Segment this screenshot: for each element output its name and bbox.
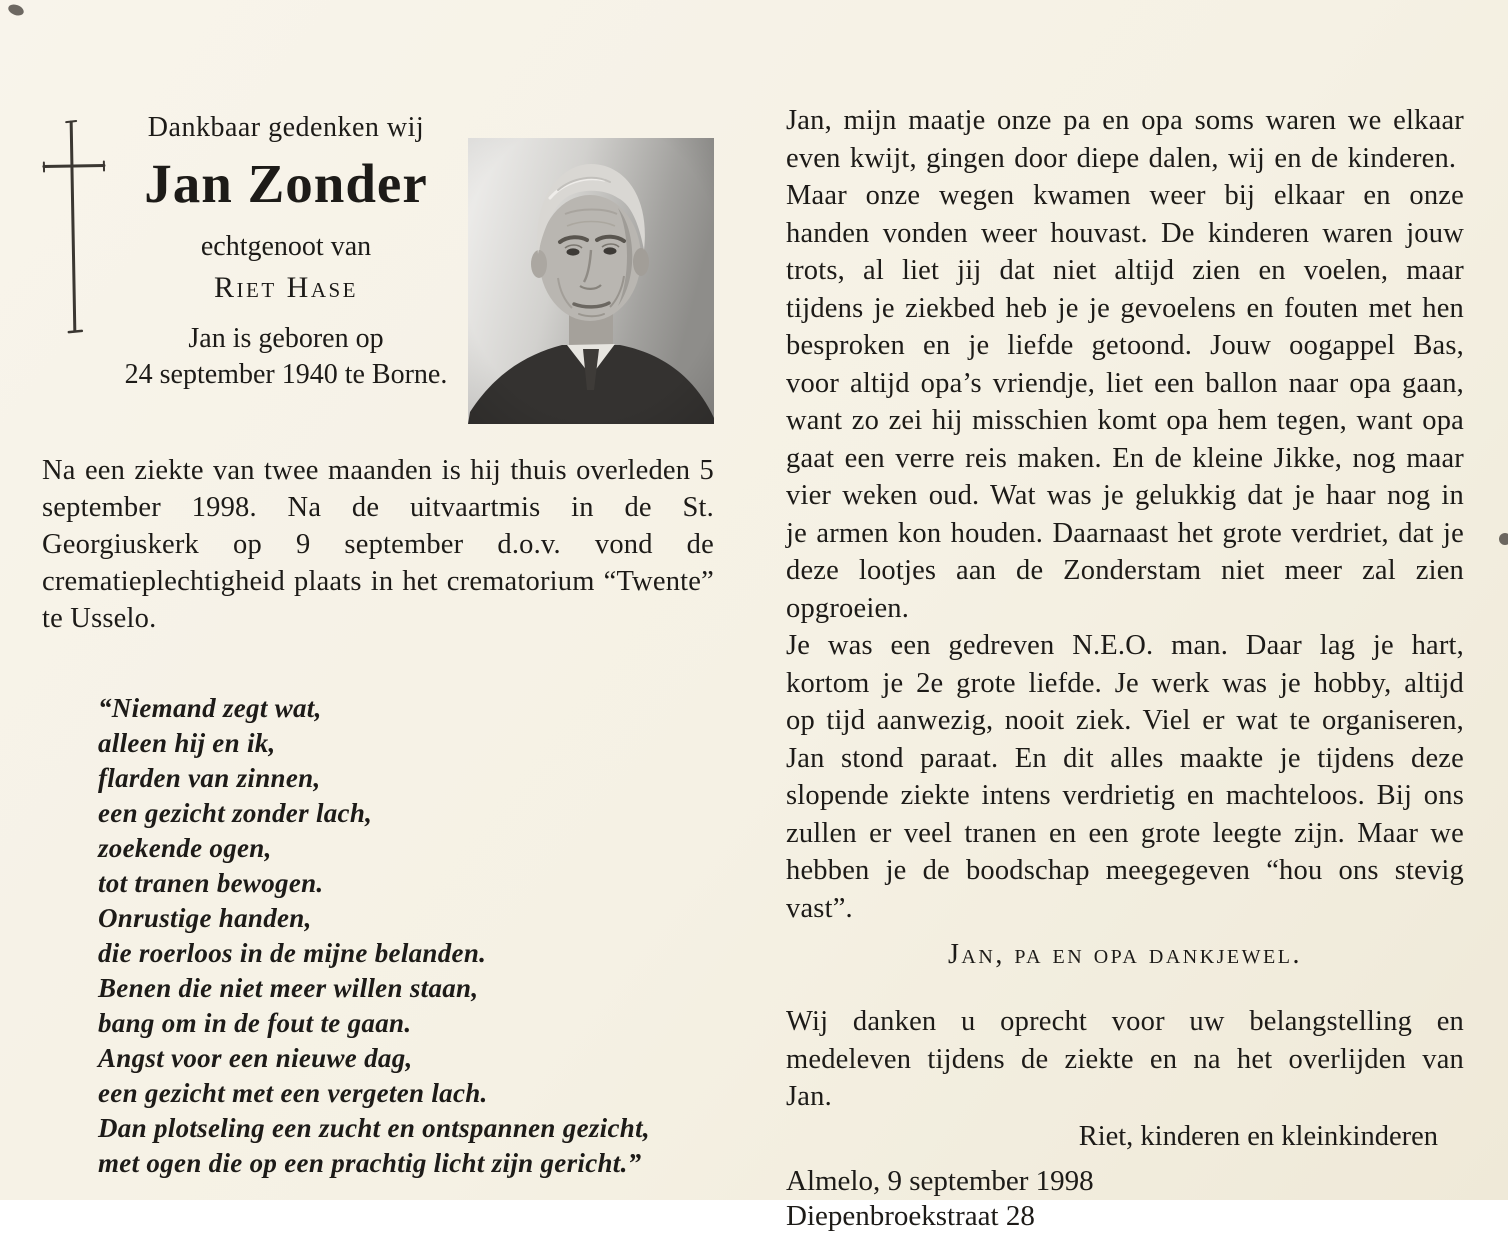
place-date-line: Almelo, 9 september 1998 (786, 1164, 1094, 1197)
poem-line: alleen hij en ik, (98, 728, 276, 758)
poem-line: Angst voor een nieuwe dag, (98, 1043, 413, 1073)
obituary-paragraph: Na een ziekte van twee maanden is hij thuis overleden 5 september 1998. Na de uitvaartmis in de St. Georgiuskerk op 9 september d.o.v. vond de crematieplechtigheid plaats in het crematorium “Twente” te Usselo. (42, 455, 714, 634)
dedication-line: Dankbaar gedenken wij (147, 112, 425, 143)
poem-line: een gezicht met een vergeten lach. (98, 1078, 488, 1108)
header-text (112, 106, 468, 391)
poem-line: met ogen die op een prachtig licht zijn gericht.” (98, 1148, 642, 1178)
poem-line: tot tranen bewogen. (98, 868, 324, 898)
poem-line: een gezicht zonder lach, (98, 798, 373, 828)
birth-line-1: Jan is geboren op (188, 323, 384, 354)
left-column (42, 106, 714, 1181)
scan-artifact (1499, 533, 1508, 545)
tribute-line: Jan, pa en opa dankjewel. (948, 939, 1302, 970)
poem-line: Onrustige handen, (98, 903, 312, 933)
poem-line: die roerloos in de mijne belanden. (98, 938, 487, 968)
deceased-name: Jan Zonder (144, 153, 428, 214)
poem-line: Dan plotseling een zucht en ontspannen gezicht, (98, 1113, 650, 1143)
header-block (42, 106, 714, 424)
memorial-paragraph-3: Je was een gedreven N.E.O. man. Daar lag je hart, kortom je 2e grote liefde. Je werk was je hobby, altijd op tijd aanwezig, nooit ziek. Viel er wat te organiseren, Jan stond paraat. En dit alles maakte je tijdens deze slopende ziekte intens verdrietig en machteloos. Bij ons zullen er veel tranen en een grote leegte zijn. Maar we hebben je de boodschap meegegeven “hou ons stevig vast”. (786, 630, 1464, 924)
cross-icon (42, 106, 112, 341)
memorial-paragraph-2: Maar onze wegen kwamen weer bij elkaar en onze handen vonden weer houvast. De kinderen waren jouw trots, al liet jij dat niet altijd zien en voelen, maar tijdens je ziekbed heb je je gevoelens en fouten met hen besproken en je liefde getoond. Jouw oogappel Bas, voor altijd opa’s vriendje, liet een ballon naar opa gaan, want zo zei hij misschien komt opa hem tegen, want opa gaat een verre reis maken. En de kleine Jikke, nog maar vier weken oud. Wat was je gelukkig dat je haar nog in je armen kon houden. Daarnaast het grote verdriet, dat je deze lootjes aan de Zonderstam niet meer zal zien opgroeien. (786, 180, 1464, 624)
memorial-paragraph-1: Jan, mijn maatje onze pa en opa soms waren we elkaar even kwijt, gingen door diepe dalen, wij en de kinderen. (786, 105, 1464, 174)
acknowledgement-paragraph: Wij danken u oprecht voor uw belangstelling en medeleven tijdens de ziekte en na het overlijden van Jan. (786, 1006, 1464, 1112)
poem-line: “Niemand zegt wat, (98, 693, 322, 723)
right-column (786, 102, 1464, 1233)
poem-line: Benen die niet meer willen staan, (98, 973, 479, 1003)
portrait-photo (468, 138, 714, 424)
relation-line: echtgenoot van (200, 231, 372, 262)
birth-line-2: 24 september 1940 te Borne. (124, 359, 448, 390)
signature-line: Riet, kinderen en kleinkinderen (1078, 1120, 1438, 1152)
scan-artifact (7, 3, 25, 18)
poem-line: zoekende ogen, (98, 833, 272, 863)
poem (98, 691, 714, 1181)
poem-line: bang om in de fout te gaan. (98, 1008, 412, 1038)
poem-line: flarden van zinnen, (98, 763, 321, 793)
spouse-name: Riet Hase (214, 271, 358, 304)
address-line: Diepenbroekstraat 28 (786, 1199, 1035, 1232)
